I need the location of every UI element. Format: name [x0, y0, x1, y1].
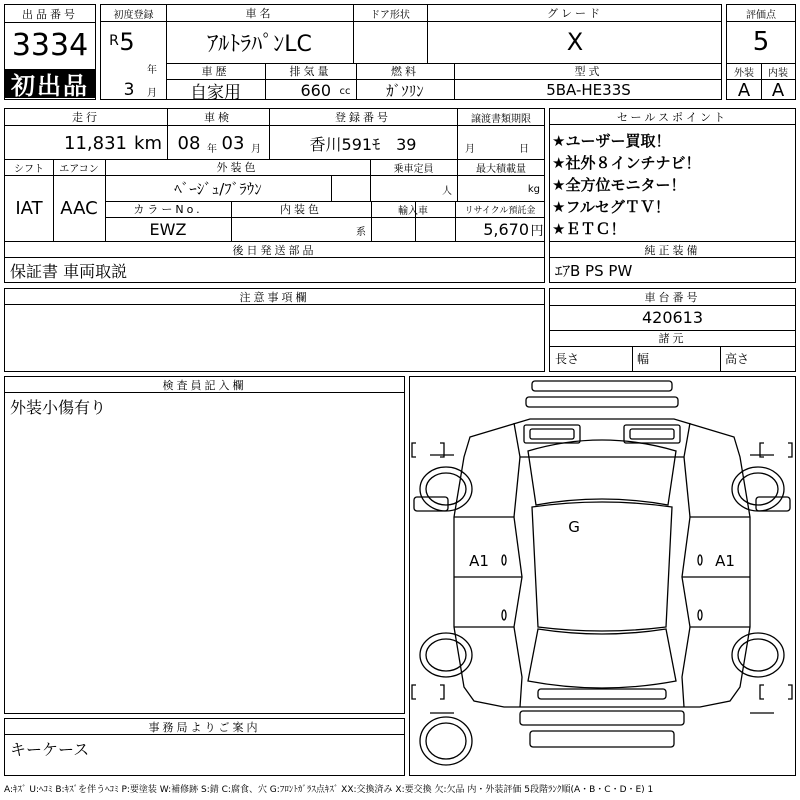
mileage-value: 11,831: [64, 132, 127, 154]
interior-grade-label: 内装: [768, 67, 788, 79]
notes-label: 注意事項欄: [5, 289, 544, 305]
int-color-label: 内装色: [280, 203, 322, 216]
later-parts-label: 後日発送部品: [5, 242, 544, 258]
equipment-value: ｴｱB PS PW: [555, 261, 633, 280]
color-no-label: カラーNo.: [133, 203, 203, 216]
shift-value: IAT: [15, 197, 43, 219]
capacity-label: 乗車定員: [393, 163, 434, 175]
damage-mark-left-door: A1: [469, 552, 489, 570]
fuel-label: 燃料: [391, 65, 419, 78]
car-name-label: 車名: [245, 7, 274, 20]
ext-color-label: 外装色: [216, 161, 259, 174]
ext-color-value: ﾍﾞｰｼﾞｭ/ﾌﾞﾗｳﾝ: [174, 179, 262, 198]
max-load-label: 最大積載量: [476, 163, 526, 175]
capacity-unit: 人: [442, 185, 452, 197]
transfer-label: 譲渡書類期限: [471, 113, 531, 125]
aircon-value: AAC: [60, 197, 98, 219]
notes-box: [4, 288, 545, 372]
legend-text: A:ｷｽﾞ U:ﾍｺﾐ B:ｷｽﾞを伴うﾍｺﾐ P:要塗装 W:補修跡 S:錆 C:腐食、穴 G:ﾌﾛﾝﾄｶﾞﾗｽ点ｷｽﾞ XX:交換済み X:要交換 欠:欠品 内・外装評価 5段階ﾗﾝｸ順(A・B・C・D・E) 1: [4, 784, 654, 795]
model-value: 5BA-HE33S: [546, 81, 631, 99]
displacement-label: 排気量: [289, 65, 332, 78]
inspector-box: [4, 376, 405, 714]
inspection-year: 08: [177, 132, 201, 154]
first-reg-year-unit: 年: [147, 64, 157, 75]
notes-value: [5, 307, 544, 329]
chassis-value: 420613: [641, 308, 704, 327]
details-box: [4, 108, 545, 242]
mileage-unit: km: [134, 132, 162, 154]
sales-points-box: [549, 108, 796, 242]
lot-number: 3334: [11, 27, 89, 63]
damage-mark-right-door: A1: [715, 552, 735, 570]
door-value: [353, 21, 427, 63]
shift-label: シフト: [14, 163, 44, 175]
chassis-label: 車台番号: [644, 291, 701, 304]
int-color-unit: 系: [356, 226, 366, 238]
door-label: ドア形状: [370, 9, 410, 21]
score-value: 5: [752, 27, 770, 57]
recycle-value: 5,670: [483, 219, 529, 239]
max-load-unit: kg: [527, 183, 540, 195]
sales-point-item: ★社外８インチナビ！: [552, 153, 701, 172]
lot-box: [4, 4, 96, 100]
import-label: 輸入車: [398, 205, 428, 217]
specs-width: 幅: [637, 352, 650, 366]
history-label: 車歴: [201, 65, 230, 78]
color-no-value: EWZ: [149, 219, 187, 239]
inspection-year-unit: 年: [207, 143, 217, 155]
inspection-month-unit: 月: [251, 143, 261, 155]
score-box: [726, 4, 796, 100]
exterior-grade-value: A: [737, 79, 751, 101]
sales-point-item: ★フルセグＴＶ！: [552, 197, 670, 216]
office-value: キーケース: [10, 739, 90, 759]
history-value: 自家用: [190, 82, 241, 101]
recycle-unit: 円: [530, 223, 544, 239]
inspector-label: 検査員記入欄: [5, 377, 404, 393]
grade-value: X: [566, 28, 584, 56]
car-diagram: [410, 377, 794, 774]
vehicle-info-box: [100, 4, 722, 100]
lot-label: 出品番号: [5, 5, 95, 23]
sales-points-label: セールスポイント: [550, 109, 795, 125]
aircon-label: エアコン: [59, 163, 99, 175]
plate-value: 香川591ﾓ 39: [309, 134, 417, 154]
transfer-month-unit: 月: [465, 143, 475, 155]
inspection-month: 03: [221, 132, 245, 154]
later-parts-box: [4, 241, 545, 283]
sales-point-item: ★ユーザー買取！: [552, 131, 671, 150]
grade-label: グレード: [547, 7, 603, 20]
transfer-day-unit: 日: [519, 143, 529, 155]
first-reg-year: 5: [119, 28, 135, 56]
office-label: 事務局よりご案内: [5, 719, 404, 735]
displacement-unit: cc: [339, 85, 351, 97]
first-reg-era: R: [109, 33, 119, 49]
first-reg-month: 3: [123, 80, 135, 100]
first-reg-label: 初度登録: [113, 9, 154, 21]
displacement-value: 660: [300, 80, 331, 100]
sales-point-item: ★ＥＴＣ！: [552, 219, 626, 238]
equipment-box: [549, 241, 796, 283]
car-diagram-box: [409, 376, 796, 776]
office-box: [4, 718, 405, 776]
inspector-value: 外装小傷有り: [10, 397, 107, 417]
sales-point-item: ★全方位モニター！: [552, 175, 686, 194]
first-reg-month-unit: 月: [147, 87, 157, 99]
damage-mark-roof: G: [568, 518, 580, 536]
exterior-grade-label: 外装: [734, 67, 754, 79]
car-name-value: ｱﾙﾄﾗﾊﾟﾝLC: [207, 31, 312, 57]
mileage-label: 走行: [72, 111, 100, 124]
fuel-value: ｶﾞｿﾘﾝ: [386, 81, 424, 100]
equipment-label: 純正装備: [550, 242, 795, 258]
inspection-label: 車検: [204, 111, 232, 124]
interior-grade-value: A: [771, 79, 785, 101]
chassis-box: [549, 288, 796, 372]
specs-label: 諸元: [658, 332, 687, 345]
score-label: 評価点: [746, 9, 776, 21]
specs-length: 長さ: [555, 352, 580, 366]
later-parts-value: 保証書 車両取説: [10, 261, 128, 281]
first-listing-badge: 初出品: [5, 69, 95, 98]
model-label: 型式: [574, 65, 603, 78]
recycle-label: リサイクル預託金: [464, 205, 536, 216]
plate-label: 登録番号: [335, 111, 391, 124]
specs-height: 高さ: [725, 352, 750, 366]
